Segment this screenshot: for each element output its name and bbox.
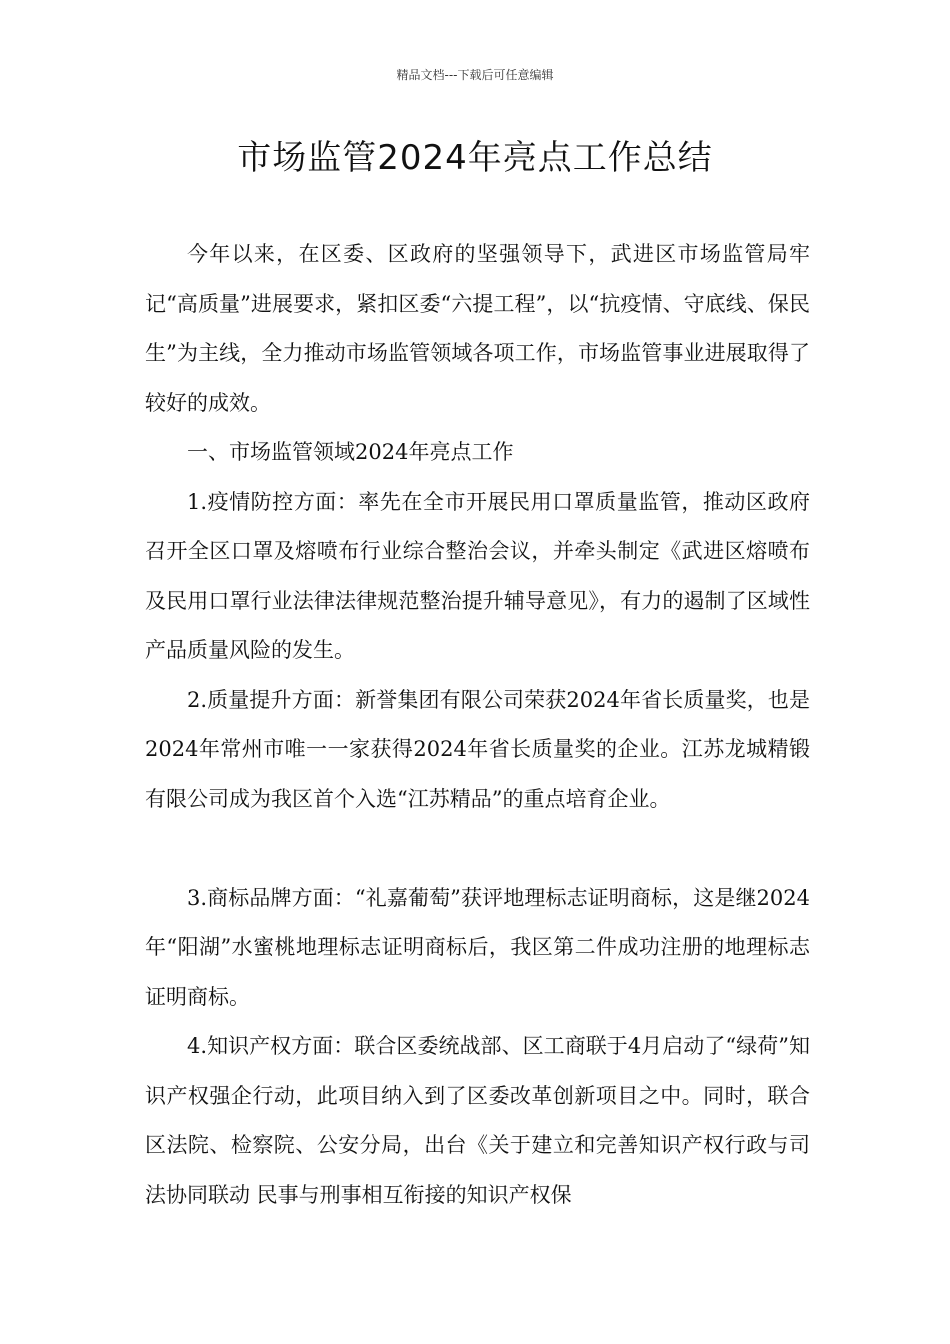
item-intellectual-property: 4.知识产权方面：联合区委统战部、区工商联于4月启动了“绿荷”知识产权强企行动，此项目纳入到了区委改革创新项目之中。同时，联合区法院、检察院、公安分局，出台《关于建立和完善知识产权行政与司法协同联动 民事与刑事相互衔接的知识产权保: [145, 1034, 810, 1207]
section-heading: 一、市场监管领域2024年亮点工作: [187, 440, 514, 464]
item-epidemic-control: 1.疫情防控方面：率先在全市开展民用口罩质量监管，推动区政府召开全区口罩及熔喷布行业综合整治会议，并牵头制定《武进区熔喷布及民用口罩行业法律法律规范整治提升辅导意见》，有力的遏制了区域性产品质量风险的发生。: [145, 489, 810, 662]
item-trademark-brand: 3.商标品牌方面：“礼嘉葡萄”获评地理标志证明商标，这是继2024年“阳湖”水蜜桃地理标志证明商标后，我区第二件成功注册的地理标志证明商标。: [145, 885, 810, 1009]
document-title: 市场监管2024年亮点工作总结: [237, 138, 713, 178]
item-quality-improvement: 2.质量提升方面：新誉集团有限公司荣获2024年省长质量奖，也是2024年常州市唯一一家获得2024年省长质量奖的企业。江苏龙城精锻有限公司成为我区首个入选“江苏精品”的重点培育企业。: [145, 687, 810, 811]
header-note: 精品文档---下载后可任意编辑: [396, 68, 554, 82]
paragraph-spacer: [145, 824, 810, 874]
intro-paragraph: 今年以来，在区委、区政府的坚强领导下，武进区市场监管局牢记“高质量”进展要求，紧扣区委“六提工程”，以“抗疫情、守底线、保民生”为主线，全力推动市场监管领域各项工作，市场监管事业进展取得了较好的成效。: [145, 242, 810, 415]
document-body: [145, 230, 810, 1220]
